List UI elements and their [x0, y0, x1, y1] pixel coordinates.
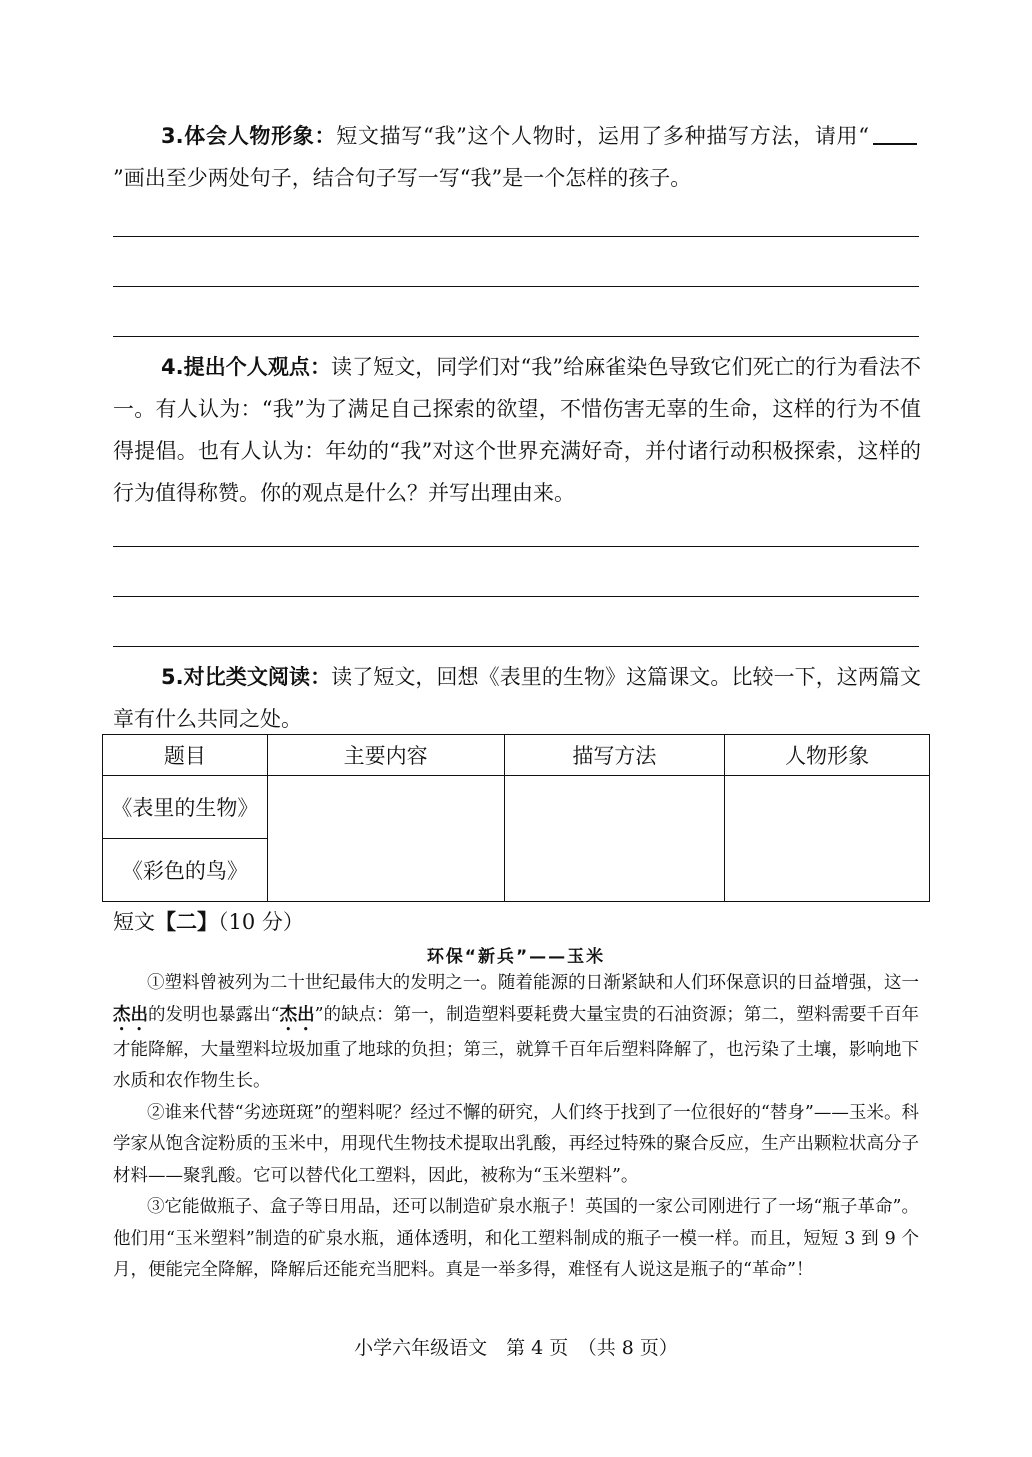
question-5-text: [113, 656, 921, 740]
question-4: [113, 346, 921, 514]
article-body: [113, 968, 919, 1287]
question-4-text: [113, 346, 921, 514]
question-3-label: 3.体会人物形象：: [161, 124, 337, 148]
question-5-label: 5.对比类文阅读：: [161, 665, 332, 689]
question-5-body: 读了短文，回想《表里的生物》这篇课文。比较一下，这两篇文章有什么共同之处。: [113, 665, 921, 731]
underline-sample: [873, 123, 917, 145]
table-header-character: 人物形象: [725, 735, 930, 776]
table-header-title: 题目: [103, 735, 268, 776]
table-cell-method[interactable]: [504, 776, 725, 902]
question-4-body: 读了短文，同学们对“我”给麻雀染色导致它们死亡的行为看法不一。有人认为：“我”为了满足自己探索的欲望，不惜伤害无辜的生命，这样的行为不值得提倡。也有人认为：年幼的“我”对这个世界充满好奇，并付诸行动积极探索，这样的行为值得称赞。你的观点是什么？并写出理由来。: [113, 355, 921, 505]
article-paragraph-1: [113, 968, 919, 1098]
question-3-text: [113, 115, 921, 199]
table-header-method: 描写方法: [504, 735, 725, 776]
answer-line[interactable]: [113, 646, 919, 647]
article-paragraph-3: ③它能做瓶子、盒子等日用品，还可以制造矿泉水瓶子！英国的一家公司刚进行了一场“瓶子革命”。他们用“玉米塑料”制造的矿泉水瓶，通体透明，和化工塑料制成的瓶子一模一样。而且，短短 3 到 9 个月，便能完全降解，降解后还能充当肥料。真是一举多得，难怪有人说这是瓶子的“革命”！: [113, 1197, 919, 1280]
table-row-title: 《彩色的鸟》: [103, 839, 268, 902]
comparison-table: [102, 734, 930, 902]
table-row-title: 《表里的生物》: [103, 776, 268, 839]
table-cell-character[interactable]: [725, 776, 930, 902]
question-3-text-a: 短文描写“我”这个人物时，运用了多种描写方法，请用“: [336, 124, 869, 148]
answer-line[interactable]: [113, 336, 919, 337]
section-2-title: 短文: [113, 910, 155, 934]
question-3-text-b: ”画出至少两处句子，结合句子写一写“我”是一个怎样的孩子。: [113, 166, 692, 190]
answer-line[interactable]: [113, 236, 919, 237]
answer-line[interactable]: [113, 286, 919, 287]
table-header-row: [103, 735, 930, 776]
table-cell-content[interactable]: [267, 776, 504, 902]
article-paragraph-2: ②谁来代替“劣迹斑斑”的塑料呢？经过不懈的研究，人们终于找到了一位很好的“替身”——玉米。科学家从饱含淀粉质的玉米中，用现代生物技术提取出乳酸，再经过特殊的聚合反应，生产出颗粒状高分子材料——聚乳酸。它可以替代化工塑料，因此，被称为“玉米塑料”。: [113, 1102, 919, 1186]
section-2-score: （10 分）: [218, 910, 304, 934]
table-row: [103, 776, 930, 839]
section-2-number: 【二】: [155, 910, 218, 934]
paragraph-1-part-c: ”的缺点：第一，制造塑料要耗费大量宝贵的石油资源；第二，塑料需要千百年才能降解，大量塑料垃圾加重了地球的负担；第三，就算千百年后塑料降解了，也污染了土壤，影响地下水质和农作物生长。: [113, 1004, 920, 1091]
emphasized-word: 杰出: [113, 1004, 149, 1025]
question-5: [113, 656, 921, 740]
answer-line[interactable]: [113, 546, 919, 547]
question-4-label: 4.提出个人观点：: [161, 355, 332, 379]
section-2-heading: [113, 906, 304, 936]
paragraph-1-part-a: ①塑料曾被列为二十世纪最伟大的发明之一。随着能源的日渐紧缺和人们环保意识的日益增强，这一: [147, 973, 919, 993]
table-header-content: 主要内容: [267, 735, 504, 776]
article-title: 环保“新兵”——玉米: [426, 947, 606, 967]
paragraph-1-part-b: 的发明也暴露出“: [148, 1004, 280, 1025]
page-footer: 小学六年级语文 第 4 页 （共 8 页）: [354, 1337, 678, 1359]
answer-line[interactable]: [113, 596, 919, 597]
question-3: [113, 115, 921, 199]
emphasized-word: 杰出: [279, 1004, 315, 1025]
